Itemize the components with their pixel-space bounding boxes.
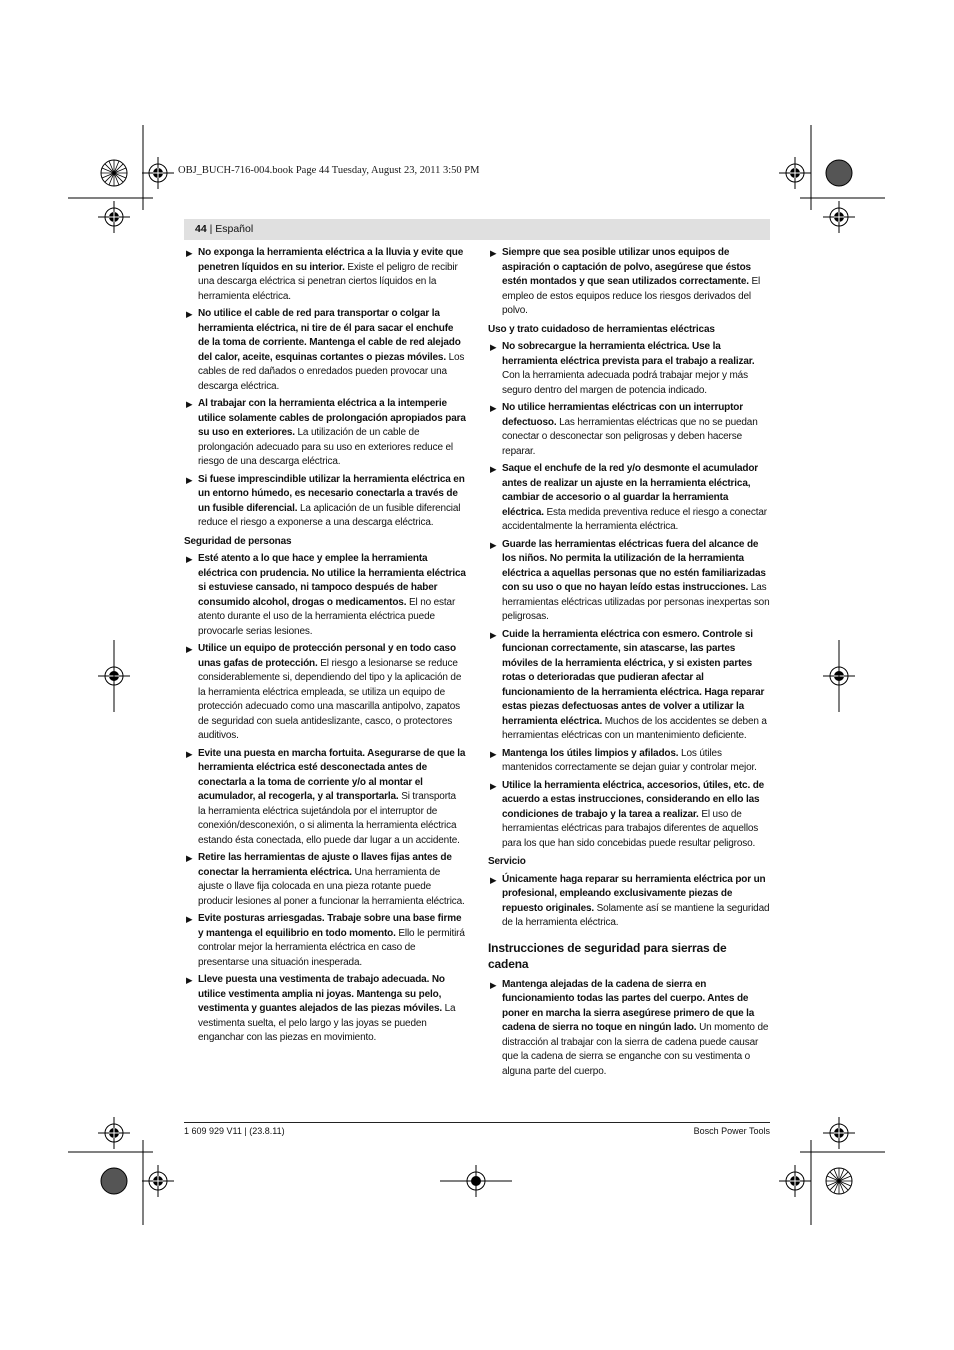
triangle-bullet-icon: ▶ [490,403,497,413]
triangle-bullet-icon: ▶ [186,554,193,564]
item-instruction: Saque el enchufe de la red y/o desmonte el acumulador antes de realizar un ajuste en la herramienta eléctrica, cambiar de accesorio o al guardar la herramienta eléctrica. [502,463,759,518]
item-explanation: Los cables de red dañados o enredados pueden provocar una descarga eléctrica. [198,351,465,392]
section-language: Español [215,223,254,235]
item-explanation: Un momento de distracción al trabajar con la sierra de cadena puede causar que la cadena de sierra se enganche con su vestimenta o alguna parte del cuerpo. [502,1022,769,1077]
item-instruction: Cuide la herramienta eléctrica con esmero. Controle si funcionan correctamente, sin atascarse, las partes móviles de la herramienta eléctrica, y si existen partes rotas o deterioradas que pudieran afectar al funcionamiento de la herramienta eléctrica. Haga reparar estas piezas defectuosas antes de volver a utilizar la herramienta eléctrica. [502,628,765,727]
item-explanation: Esta medida preventiva reduce el riesgo a conectar accidentalmente la herramienta eléctrica. [502,506,767,532]
item-instruction: Utilice la herramienta eléctrica, accesorios, útiles, etc. de acuerdo a estas instrucciones, considerando en ello las condiciones de trabajo y la tarea a realizar. [502,779,765,820]
item-instruction: Evite posturas arriesgadas. Trabaje sobre una base firme y mantenga el equilibrio en todo momento. [198,913,462,939]
item-instruction: Mantenga los útiles limpios y afilados. [502,747,679,759]
triangle-bullet-icon: ▶ [186,644,193,654]
item-instruction: No utilice el cable de red para transportar o colgar la herramienta eléctrica, ni tire de él para sacar el enchufe de la toma de corriente. Mantenga el cable de red alejado del calor, aceite, esquinas cortantes o piezas móviles. [198,308,461,363]
item-explanation: Ello le permitirá controlar mejor la herramienta eléctrica en caso de presentarse una situación inesperada. [198,927,465,968]
triangle-bullet-icon: ▶ [186,975,193,985]
list-item [184,912,466,970]
list-item [488,462,770,535]
subhead-tool-use: Uso y trato cuidadoso de herramientas eléctricas [488,323,715,335]
item-instruction: Siempre que sea posible utilizar unos equipos de aspiración o captación de polvo, asegúrese que éstos estén montados y que sean utilizados correctamente. [502,247,751,287]
item-explanation: La aplicación de un fusible diferencial reduce el riesgo a exponerse a una descarga eléctrica. [198,502,461,528]
item-explanation: Las herramientas eléctricas que no se puedan conectar o desconectar son peligrosas y deben hacerse reparar. [502,416,758,457]
chainsaw-safety-list [488,978,770,1080]
list-item [184,397,466,470]
item-instruction: Utilice un equipo de protección personal y en todo caso unas gafas de protección. [198,643,456,669]
triangle-bullet-icon: ▶ [490,780,497,791]
item-explanation: Una herramienta de ajuste o llave fija colocada en una pieza rotante puede producir lesiones al poner a funcionar la herramienta eléctrica. [198,866,465,907]
triangle-bullet-icon: ▶ [186,853,193,863]
list-item [488,628,770,744]
item-explanation: Si transporta la herramienta eléctrica sujetándola por el interruptor de conexión/desconexión, o si alimenta la herramienta eléctrica estando ésta conectada, ello puede dar lugar a un accidente. [198,791,460,846]
list-item [488,978,770,1080]
triangle-bullet-icon: ▶ [186,399,193,409]
list-item [184,473,466,531]
list-item [488,401,770,459]
item-instruction: No sobrecargue la herramienta eléctrica. Use la herramienta eléctrica prevista para el trabajo a realizar. [502,341,755,367]
item-explanation: El riesgo a lesionarse se reduce considerablemente si, dependiendo del tipo y la aplicación de la herramienta eléctrica empleada, se utiliza un equipo de protección adecuado como una mascarilla antipolvo, zapatos de seguridad con suela antideslizante, casco, o protectores auditivos. [198,657,462,741]
triangle-bullet-icon: ▶ [490,748,497,759]
header-label: 44 | Español [195,223,254,235]
subhead-personal-safety: Seguridad de personas [184,535,292,547]
triangle-bullet-icon: ▶ [490,464,497,474]
service-list [488,873,770,931]
triangle-bullet-icon: ▶ [490,248,497,258]
item-instruction: Al trabajar con la herramienta eléctrica a la intemperie utilice solamente cables de prolongación apropiados para su uso en exteriores. [198,398,466,438]
item-instruction: Retire las herramientas de ajuste o llaves fijas antes de conectar la herramienta eléctrica. [198,852,452,878]
triangle-bullet-icon: ▶ [490,874,497,885]
dust-extraction-list [488,246,770,319]
section-title-chainsaw: Instrucciones de seguridad para sierras de cadena [488,940,727,971]
item-explanation: Solamente así se mantiene la seguridad de la herramienta eléctrica. [502,902,770,928]
list-item [184,307,466,394]
item-explanation: El uso de herramientas eléctricas para trabajos diferentes de aquellos para los que han sido concebidas puede resultar peligroso. [502,808,759,849]
list-item [184,642,466,744]
item-instruction: Lleve puesta una vestimenta de trabajo adecuada. No utilice vestimenta amplia ni joyas. Mantenga su pelo, vestimenta y guantes alejados de las piezas móviles. [198,974,445,1014]
triangle-bullet-icon: ▶ [186,474,193,485]
triangle-bullet-icon: ▶ [490,342,497,352]
personal-safety-list [184,552,466,1046]
item-explanation: Con la herramienta adecuada podrá trabajar mejor y más seguro dentro del margen de potencia indicado. [502,370,748,396]
list-item [488,340,770,398]
page-header [184,219,770,240]
item-instruction: No exponga la herramienta eléctrica a la lluvia y evite que penetren líquidos en su interior. [198,247,464,273]
list-item [184,851,466,909]
item-instruction: Guarde las herramientas eléctricas fuera del alcance de los niños. No permita la utilización de la herramienta eléctrica a aquellas personas que no estén familiarizadas con su uso o que no hayan leído estas instrucciones. [502,538,766,593]
right-column [488,246,770,1082]
footer-document-code: 1 609 929 V11 | (23.8.11) [184,1126,285,1136]
footer-rule [184,1122,770,1123]
item-instruction: Esté atento a lo que hace y emplee la herramienta eléctrica con prudencia. No utilice la herramienta eléctrica si estuviese cansado, ni tampoco después de haber consumido alcohol, drogas o medicamentos. [198,553,466,608]
electrical-safety-list [184,246,466,531]
item-explanation: Muchos de los accidentes se deben a herramientas eléctricas con un mantenimiento deficiente. [502,715,767,741]
triangle-bullet-icon: ▶ [490,979,497,990]
list-item [488,779,770,852]
item-instruction: Si fuese imprescindible utilizar la herramienta eléctrica en un entorno húmedo, es necesario conectarla a través de un fusible diferencial. [198,473,465,514]
item-explanation: El no estar atento durante el uso de la herramienta eléctrica puede provocarle serias lesiones. [198,596,456,637]
list-item [488,747,770,776]
page-number: 44 [195,223,207,235]
tool-use-list [488,340,770,851]
item-explanation: El empleo de estos equipos reduce los riesgos derivados del polvo. [502,276,761,316]
item-explanation: La vestimenta suelta, el pelo largo y las joyas se pueden enganchar con las piezas en movimiento. [198,1003,456,1043]
list-item [488,538,770,625]
triangle-bullet-icon: ▶ [186,248,193,258]
print-job-info: OBJ_BUCH-716-004.book Page 44 Tuesday, August 23, 2011 3:50 PM [178,165,480,176]
left-column [184,246,466,1049]
triangle-bullet-icon: ▶ [490,539,497,550]
item-explanation: Las herramientas eléctricas utilizadas por personas inexpertas son peligrosas. [502,582,770,622]
list-item [184,246,466,304]
item-explanation: La utilización de un cable de prolongación adecuado para su uso en exteriores reduce el riesgo de una descarga eléctrica. [198,427,453,467]
list-item [184,552,466,639]
item-instruction: Mantenga alejadas de la cadena de sierra en funcionamiento todas las partes del cuerpo. Antes de poner en marcha la sierra asegúrese primero de que la cadena de sierra no toque en ningún lado. [502,978,755,1033]
triangle-bullet-icon: ▶ [186,748,193,759]
item-instruction: Únicamente haga reparar su herramienta eléctrica por un profesional, empleando exclusivamente piezas de repuesto originales. [502,873,766,914]
list-item [488,246,770,319]
list-item [184,973,466,1046]
list-item [488,873,770,931]
item-explanation: Los útiles mantenidos correctamente se dejan guiar y controlar mejor. [502,747,757,773]
item-instruction: No utilice herramientas eléctricas con un interruptor defectuoso. [502,402,744,428]
subhead-service: Servicio [488,856,526,867]
item-explanation: Existe el peligro de recibir una descarga eléctrica si penetran ciertos líquidos en la herramienta eléctrica. [198,261,458,302]
footer-brand: Bosch Power Tools [693,1126,770,1136]
triangle-bullet-icon: ▶ [490,629,497,640]
triangle-bullet-icon: ▶ [186,309,193,319]
list-item [184,747,466,849]
item-instruction: Evite una puesta en marcha fortuita. Asegurarse de que la herramienta eléctrica esté desconectada antes de conectarla a la toma de corriente y/o al montar el acumulador, al recogerla, y al transportarla. [198,747,466,802]
triangle-bullet-icon: ▶ [186,914,193,924]
